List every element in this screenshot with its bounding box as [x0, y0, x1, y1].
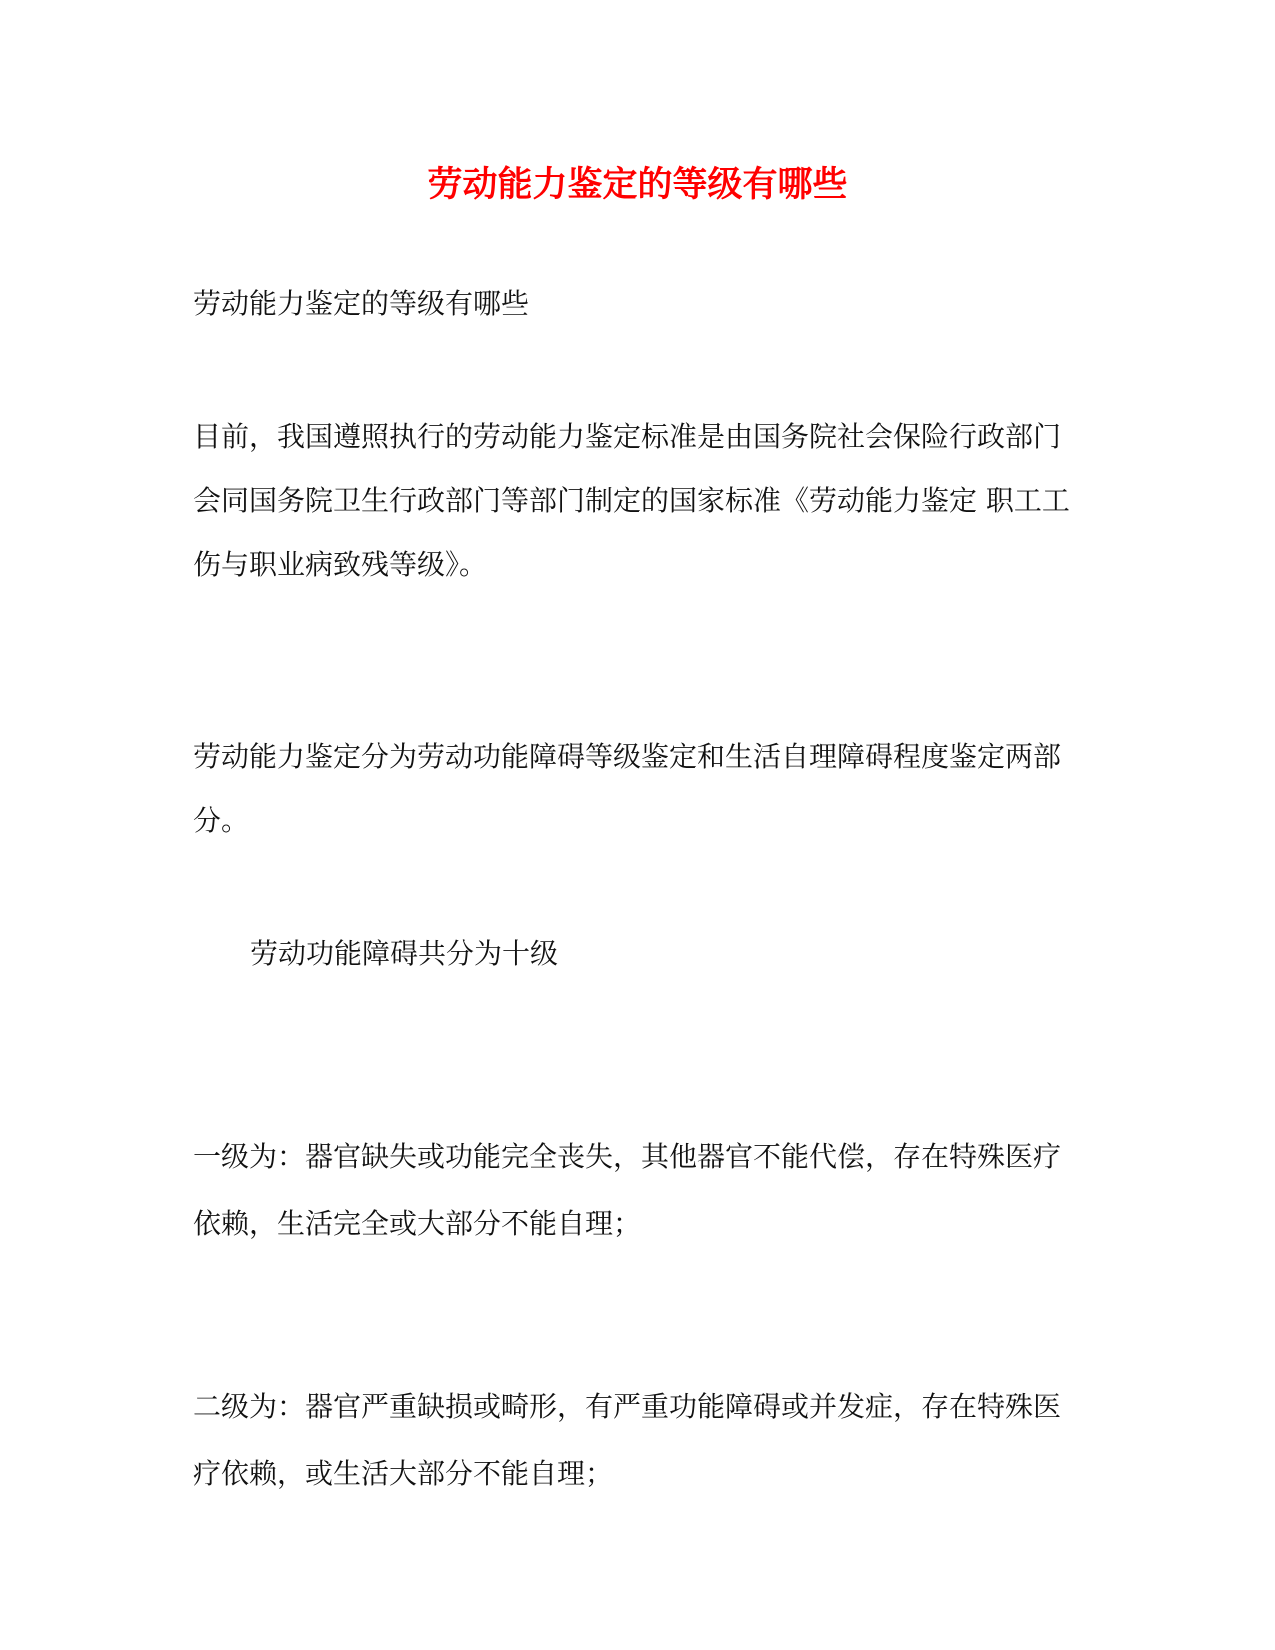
- paragraph-level-1: 一级为：器官缺失或功能完全丧失，其他器官不能代偿，存在特殊医疗依赖，生活完全或大部分不能自理；: [193, 1140, 1062, 1240]
- document-subtitle: 劳动能力鉴定的等级有哪些: [193, 287, 530, 320]
- paragraph-ten-levels: 劳动功能障碍共分为十级: [250, 937, 559, 970]
- paragraph-intro: 目前，我国遵照执行的劳动能力鉴定标准是由国务院社会保险行政部门会同国务院卫生行政部门等部门制定的国家标准《劳动能力鉴定 职工工伤与职业病致残等级》。: [193, 420, 1070, 581]
- document-title: 劳动能力鉴定的等级有哪些: [427, 164, 848, 205]
- paragraph-division: 劳动能力鉴定分为劳动功能障碍等级鉴定和生活自理障碍程度鉴定两部分。: [193, 740, 1062, 837]
- paragraph-level-2: 二级为：器官严重缺损或畸形，有严重功能障碍或并发症，存在特殊医疗依赖，或生活大部分不能自理；: [193, 1390, 1062, 1490]
